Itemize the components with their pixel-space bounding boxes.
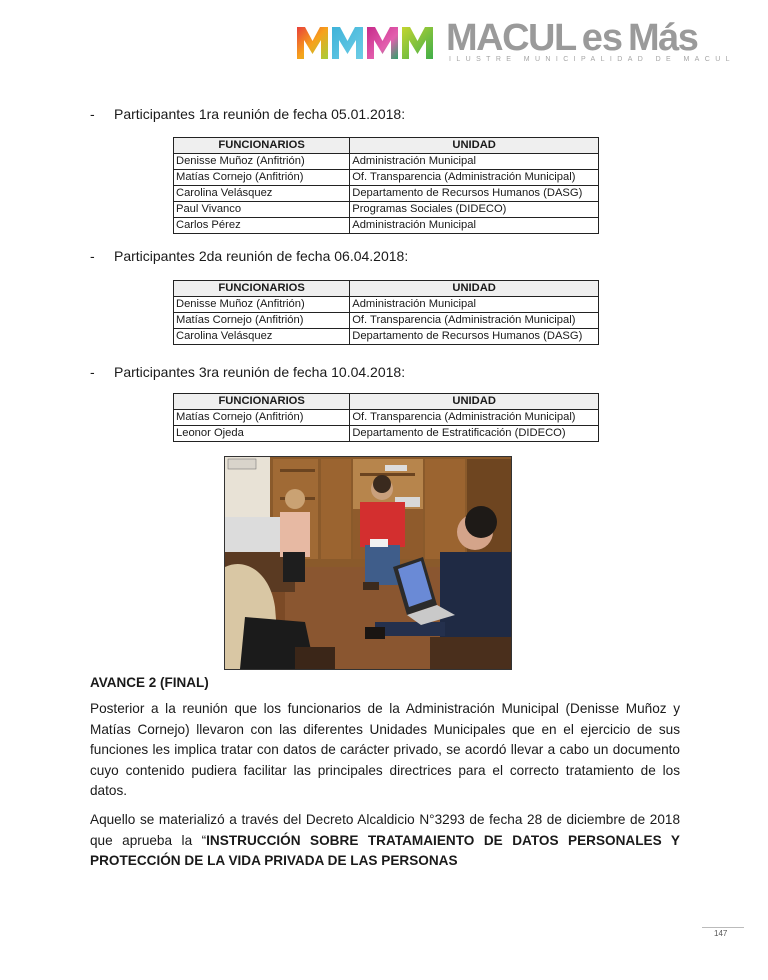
- cell-funcionario: Leonor Ojeda: [174, 426, 350, 442]
- cell-unidad: Departamento de Recursos Humanos (DASG): [350, 186, 599, 202]
- cell-funcionario: Matías Cornejo (Anfitrión): [174, 170, 350, 186]
- table-header-row: [174, 138, 599, 154]
- participants-table-2: [173, 280, 599, 345]
- table-row: [174, 426, 599, 442]
- table-row: [174, 202, 599, 218]
- cell-funcionario: Carlos Pérez: [174, 218, 350, 234]
- cell-funcionario: Paul Vivanco: [174, 202, 350, 218]
- table-row: [174, 410, 599, 426]
- column-header-unidad: UNIDAD: [350, 138, 599, 154]
- table-row: [174, 297, 599, 313]
- logo-mark: [296, 26, 436, 62]
- paragraph-2: [90, 810, 680, 872]
- cell-unidad: Of. Transparencia (Administración Municipal): [350, 170, 599, 186]
- logo-subtitle: ILUSTRE MUNICIPALIDAD DE MACUL: [449, 56, 735, 63]
- cell-unidad: Of. Transparencia (Administración Municipal): [350, 313, 599, 329]
- logo-m-blue: [331, 26, 364, 60]
- column-header-unidad: UNIDAD: [350, 394, 599, 410]
- logo-m-orange: [296, 26, 329, 60]
- column-header-funcionarios: FUNCIONARIOS: [174, 281, 350, 297]
- cell-unidad: Administración Municipal: [350, 297, 599, 313]
- page-number: 147: [714, 929, 728, 938]
- bullet-dash: -: [90, 106, 95, 122]
- cell-funcionario: Matías Cornejo (Anfitrión): [174, 410, 350, 426]
- logo-word-es: es: [581, 17, 622, 59]
- cell-unidad: Administración Municipal: [350, 154, 599, 170]
- participants-table-3: [173, 393, 599, 442]
- paragraph-1: Posterior a la reunión que los funcionarios de la Administración Municipal (Denisse Muñoz y Matías Cornejo) llevaron con las diferentes Unidades Municipales que en el ejercicio de sus funciones les implica tratar con datos de carácter privado, se acordó llevar a cabo un documento cuyo contenido pudiera facilitar las principales directrices para el correcto tratamiento de los datos.: [90, 701, 680, 799]
- bullet-dash: -: [90, 364, 95, 380]
- meeting-3-title: [90, 364, 405, 380]
- cell-funcionario: Denisse Muñoz (Anfitrión): [174, 297, 350, 313]
- column-header-unidad: UNIDAD: [350, 281, 599, 297]
- table-header-row: [174, 394, 599, 410]
- bullet-dash: -: [90, 248, 95, 264]
- meeting-photo: [224, 456, 512, 670]
- meeting-2-title: [90, 248, 408, 264]
- table-header-row: [174, 281, 599, 297]
- cell-unidad: Of. Transparencia (Administración Municipal): [350, 410, 599, 426]
- cell-funcionario: Denisse Muñoz (Anfitrión): [174, 154, 350, 170]
- cell-unidad: Programas Sociales (DIDECO): [350, 202, 599, 218]
- table-row: [174, 313, 599, 329]
- cell-funcionario: Carolina Velásquez: [174, 329, 350, 345]
- logo-m-magenta: [366, 26, 399, 60]
- table-row: [174, 154, 599, 170]
- meeting-title-text: Participantes 1ra reunión de fecha 05.01.2018:: [114, 106, 406, 122]
- logo-word-main: MACUL: [446, 17, 576, 59]
- footer-divider: [702, 927, 744, 928]
- logo-word-mas: Más: [627, 17, 698, 59]
- cell-unidad: Departamento de Estratificación (DIDECO): [350, 426, 599, 442]
- cell-unidad: Administración Municipal: [350, 218, 599, 234]
- table-row: [174, 170, 599, 186]
- meeting-title-text: Participantes 3ra reunión de fecha 10.04.2018:: [114, 364, 406, 380]
- table-row: [174, 218, 599, 234]
- cell-funcionario: Carolina Velásquez: [174, 186, 350, 202]
- logo-m-green: [401, 26, 434, 60]
- table-row: [174, 329, 599, 345]
- column-header-funcionarios: FUNCIONARIOS: [174, 394, 350, 410]
- paragraph-2-bold-title: INSTRUCCIÓN SOBRE TRATAMAIENTO DE DATOS PERSONALES Y PROTECCIÓN DE LA VIDA PRIVADA DE LAS PERSONAS: [90, 832, 680, 869]
- section-heading: AVANCE 2 (FINAL): [90, 675, 209, 690]
- participants-table-1: [173, 137, 599, 234]
- logo-wordmark: [446, 18, 697, 58]
- cell-unidad: Departamento de Recursos Humanos (DASG): [350, 329, 599, 345]
- meeting-title-text: Participantes 2da reunión de fecha 06.04.2018:: [114, 248, 409, 264]
- table-row: [174, 186, 599, 202]
- cell-funcionario: Matías Cornejo (Anfitrión): [174, 313, 350, 329]
- paragraph-2-plain: Aquello se materializó a través del Decreto Alcaldicio N°3293 de fecha 28 de diciembre de 2018 que aprueba la “: [90, 812, 680, 848]
- column-header-funcionarios: FUNCIONARIOS: [174, 138, 350, 154]
- meeting-1-title: [90, 106, 405, 122]
